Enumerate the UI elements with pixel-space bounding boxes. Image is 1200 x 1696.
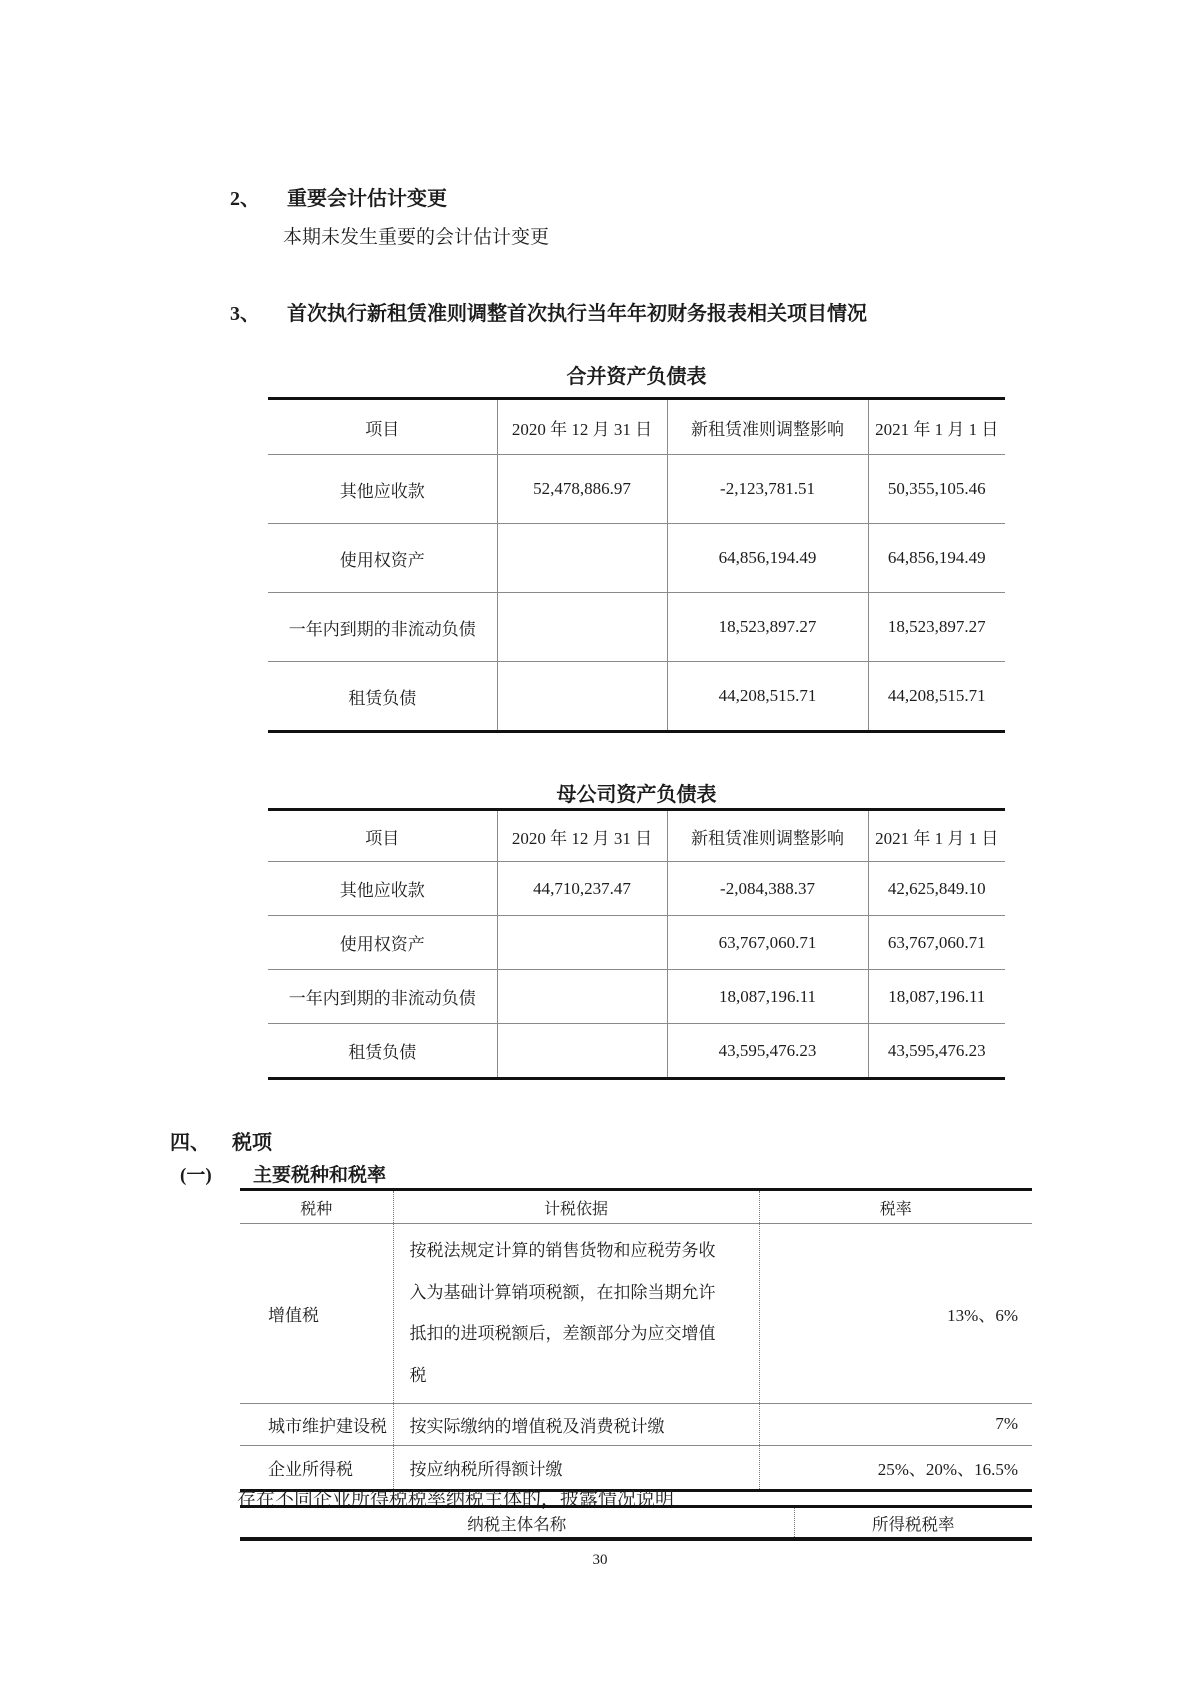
section-number: 四、 — [170, 1132, 210, 1154]
table-cell — [497, 524, 667, 593]
table-row — [240, 1224, 1032, 1404]
table-cell: 18,523,897.27 — [667, 593, 868, 662]
table-cell: 42,625,849.10 — [868, 862, 1005, 916]
table-cell: 使用权资产 — [268, 524, 497, 593]
table-cell: 43,595,476.23 — [868, 1024, 1005, 1079]
column-header: 计税依据 — [393, 1190, 759, 1224]
table-cell: 18,087,196.11 — [667, 970, 868, 1024]
table-cell: 其他应收款 — [339, 881, 425, 900]
parent-balance-sheet-table — [268, 808, 1005, 1080]
parent-balance-sheet-title: 母公司资产负债表 — [556, 784, 717, 806]
table-cell: 7% — [759, 1403, 1032, 1445]
consolidated-balance-sheet-table — [268, 397, 1005, 733]
section-title: 重要会计估计变更 — [287, 188, 447, 210]
table-row — [268, 455, 1005, 524]
table-row — [268, 970, 1005, 1024]
table-cell: 63,767,060.71 — [667, 916, 868, 970]
table-cell: 43,595,476.23 — [667, 1024, 868, 1079]
table-cell: 企业所得税 — [240, 1445, 393, 1490]
table-cell: 44,208,515.71 — [667, 662, 868, 732]
section-number: 2、 — [230, 188, 260, 210]
column-header: 2020 年 12 月 31 日 — [497, 810, 667, 862]
column-header: 2020 年 12 月 31 日 — [497, 399, 667, 455]
column-header: 项目 — [268, 399, 497, 455]
section-4-1-heading — [180, 1160, 386, 1187]
tax-disclosure-note: 存在不同企业所得税税率纳税主体的，披露情况说明 — [237, 1489, 675, 1510]
table-cell — [497, 970, 667, 1024]
column-header: 税率 — [759, 1190, 1032, 1224]
table-cell: 增值税 — [268, 1305, 319, 1325]
column-header: 项目 — [268, 810, 497, 862]
section-3-heading — [230, 297, 867, 326]
column-header: 新租赁准则调整影响 — [667, 810, 868, 862]
section-number: (一) — [180, 1165, 212, 1186]
table-cell — [497, 1024, 667, 1079]
table-cell: 城市维护建设税 — [240, 1403, 393, 1445]
table-row — [268, 1024, 1005, 1079]
table-cell: 64,856,194.49 — [868, 524, 1005, 593]
table-cell: 其他应收款 — [339, 481, 425, 501]
table-cell: -2,084,388.37 — [667, 862, 868, 916]
table-cell: 25%、20%、16.5% — [759, 1445, 1032, 1490]
section-number: 3、 — [230, 303, 260, 325]
table-cell — [497, 593, 667, 662]
column-header: 新租赁准则调整影响 — [667, 399, 868, 455]
table-cell: 50,355,105.46 — [868, 455, 1005, 524]
column-header: 纳税主体名称 — [467, 1514, 567, 1534]
table-row — [268, 524, 1005, 593]
page-number: 30 — [592, 1552, 608, 1568]
table-cell: 使用权资产 — [268, 916, 497, 970]
consolidated-balance-sheet-title: 合并资产负债表 — [566, 366, 707, 388]
table-cell: 44,710,237.47 — [497, 862, 667, 916]
table-row — [240, 1403, 1032, 1445]
table-cell: -2,123,781.51 — [667, 455, 868, 524]
table-cell: 64,856,194.49 — [667, 524, 868, 593]
taxpayer-table — [240, 1505, 1032, 1541]
table-cell — [497, 916, 667, 970]
section-title: 首次执行新租赁准则调整首次执行当年年初财务报表相关项目情况 — [287, 303, 867, 325]
section-title: 税项 — [232, 1132, 272, 1154]
table-cell: 18,087,196.11 — [868, 970, 1005, 1024]
table-cell: 18,523,897.27 — [868, 593, 1005, 662]
table-cell — [497, 662, 667, 732]
column-header: 所得税税率 — [794, 1507, 1032, 1540]
column-header: 2021 年 1 月 1 日 — [868, 810, 1005, 862]
tax-rates-table — [240, 1188, 1032, 1492]
column-header: 2021 年 1 月 1 日 — [868, 399, 1005, 455]
table-cell: 44,208,515.71 — [868, 662, 1005, 732]
table-cell: 按实际缴纳的增值税及消费税计缴 — [393, 1403, 759, 1445]
table-cell: 13%、6% — [759, 1224, 1032, 1404]
table-cell: 52,478,886.97 — [497, 455, 667, 524]
table-cell: 按应纳税所得额计缴 — [393, 1445, 759, 1490]
table-cell: 租赁负债 — [268, 1024, 497, 1079]
table-cell: 一年内到期的非流动负债 — [268, 970, 497, 1024]
section-2-heading — [230, 182, 447, 211]
column-header: 税种 — [240, 1190, 393, 1224]
table-row — [268, 862, 1005, 916]
table-cell: 租赁负债 — [268, 662, 497, 732]
table-cell: 按税法规定计算的销售货物和应税劳务收入为基础计算销项税额，在扣除当期允许抵扣的进项税额后，差额部分为应交增值税 — [393, 1224, 759, 1404]
table-cell: 63,767,060.71 — [868, 916, 1005, 970]
table-row — [268, 593, 1005, 662]
table-row — [268, 662, 1005, 732]
section-2-body: 本期未发生重要的会计估计变更 — [283, 227, 550, 248]
table-row — [268, 916, 1005, 970]
table-cell: 一年内到期的非流动负债 — [268, 593, 497, 662]
section-title: 主要税种和税率 — [253, 1165, 387, 1186]
section-4-heading — [170, 1126, 272, 1155]
